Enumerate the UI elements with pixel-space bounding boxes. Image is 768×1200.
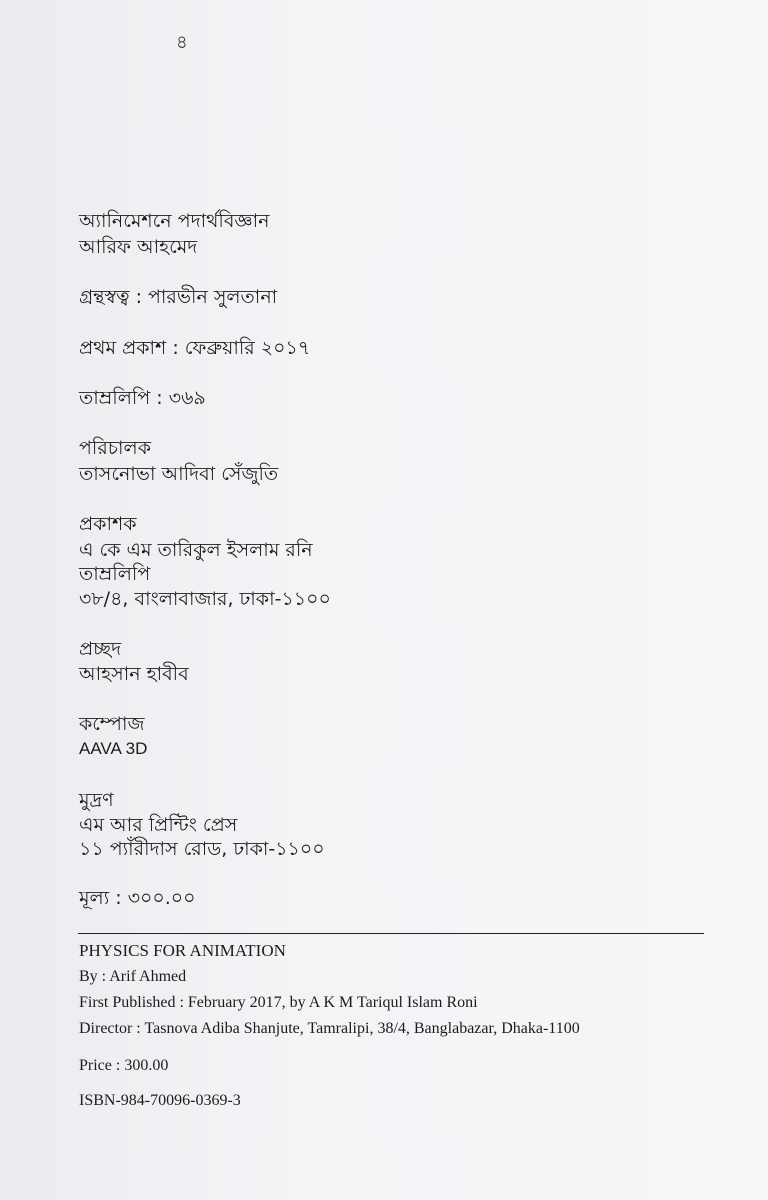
bangla-compose-name: AAVA 3D xyxy=(79,739,148,758)
english-author: By : Arif Ahmed xyxy=(79,968,187,985)
bangla-publisher-address: ৩৮/৪, বাংলাবাজার, ঢাকা-১১০০ xyxy=(79,588,331,610)
bangla-publisher-label: প্রকাশক xyxy=(79,513,137,535)
bangla-price: মূল্য : ৩০০.০০ xyxy=(79,887,196,909)
english-book-title: PHYSICS FOR ANIMATION xyxy=(79,941,286,960)
bangla-cover-label: প্রচ্ছদ xyxy=(79,638,122,660)
bangla-first-edition: প্রথম প্রকাশ : ফেব্রুয়ারি ২০১৭ xyxy=(79,337,311,359)
english-director: Director : Tasnova Adiba Shanjute, Tamralipi, 38/4, Banglabazar, Dhaka-1100 xyxy=(79,1020,580,1037)
bangla-printer-name: এম আর প্রিন্টিং প্রেস xyxy=(79,814,238,836)
bangla-tamralipi-number: তাম্রলিপি : ৩৬৯ xyxy=(79,387,206,409)
bangla-compose-label: কম্পোজ xyxy=(79,713,145,735)
bangla-publisher-name: এ কে এম তারিকুল ইসলাম রনি xyxy=(79,539,313,561)
section-divider xyxy=(78,933,704,934)
bangla-director-label: পরিচালক xyxy=(79,437,151,459)
english-first-published: First Published : February 2017, by A K M Tariqul Islam Roni xyxy=(79,994,478,1011)
bangla-author: আরিফ আহমেদ xyxy=(79,236,198,258)
bangla-cover-artist: আহসান হাবীব xyxy=(79,663,189,685)
bangla-printer-address: ১১ প্যাঁরীদাস রোড, ঢাকা-১১০০ xyxy=(79,838,325,860)
bangla-director-name: তাসনোভা আদিবা সেঁজুতি xyxy=(79,463,279,485)
bangla-print-label: মুদ্রণ xyxy=(79,789,114,811)
bangla-book-title: অ্যানিমেশনে পদার্থবিজ্ঞান xyxy=(79,210,270,232)
english-price: Price : 300.00 xyxy=(79,1057,169,1074)
english-isbn: ISBN-984-70096-0369-3 xyxy=(79,1092,241,1109)
bangla-publisher-org: তাম্রলিপি xyxy=(79,563,151,585)
bangla-copyright: গ্রন্থস্বত্ব : পারভীন সুলতানা xyxy=(79,286,278,308)
page-number-mark: ৪ xyxy=(176,32,188,52)
